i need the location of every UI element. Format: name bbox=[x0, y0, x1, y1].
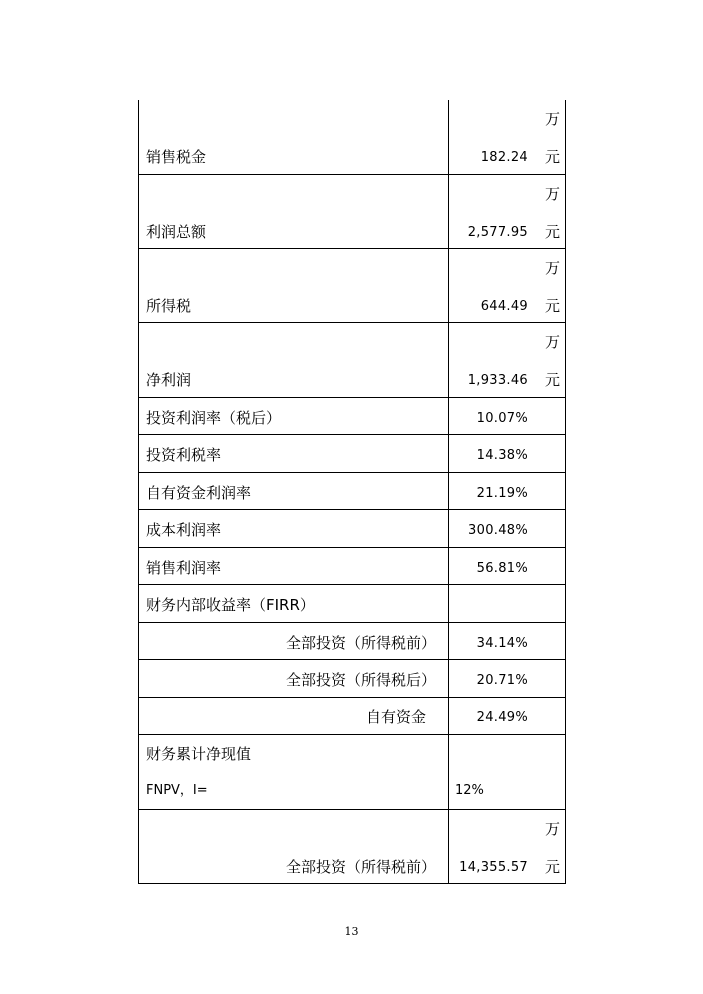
row-value: 10.07% bbox=[476, 411, 528, 426]
row-value: 56.81% bbox=[476, 561, 528, 576]
row-value: 182.24 bbox=[480, 150, 528, 165]
table-row bbox=[138, 660, 566, 698]
table-row bbox=[138, 473, 566, 510]
row-label: 全部投资（所得税后） bbox=[285, 671, 436, 689]
table-row bbox=[138, 175, 566, 249]
row-value: 2,577.95 bbox=[467, 225, 528, 240]
unit-top: 万 bbox=[544, 110, 560, 128]
table-row bbox=[138, 323, 566, 398]
firr-header: 财务内部收益率（FIRR） bbox=[146, 596, 315, 614]
table-row bbox=[138, 249, 566, 323]
row-label: 成本利润率 bbox=[146, 521, 222, 539]
table-row bbox=[138, 435, 566, 473]
row-label: 全部投资（所得税前） bbox=[285, 858, 436, 876]
table-row bbox=[138, 698, 566, 735]
fnpv-header-row bbox=[138, 735, 566, 810]
unit-bottom: 元 bbox=[544, 297, 560, 315]
row-value: 34.14% bbox=[476, 636, 528, 651]
table-row bbox=[138, 398, 566, 435]
unit-bottom: 元 bbox=[544, 148, 560, 166]
row-value: 14.38% bbox=[476, 448, 528, 463]
row-value: 644.49 bbox=[480, 299, 528, 314]
row-label: 投资利税率 bbox=[146, 446, 222, 464]
firr-header-row bbox=[138, 585, 566, 623]
row-label: 自有资金利润率 bbox=[146, 484, 252, 502]
unit-top: 万 bbox=[544, 259, 560, 277]
unit-bottom: 元 bbox=[544, 371, 560, 389]
row-label: 自有资金 bbox=[365, 708, 426, 726]
row-label: 净利润 bbox=[146, 371, 192, 389]
row-label: 所得税 bbox=[146, 297, 192, 315]
row-label: 利润总额 bbox=[146, 223, 207, 241]
row-label: 销售利润率 bbox=[146, 559, 222, 577]
row-value: 300.48% bbox=[468, 523, 528, 538]
table-row bbox=[138, 510, 566, 548]
unit-bottom: 元 bbox=[544, 223, 560, 241]
fnpv-rate: 12% bbox=[455, 783, 484, 798]
unit-top: 万 bbox=[544, 333, 560, 351]
row-value: 24.49% bbox=[476, 710, 528, 725]
fnpv-subheader: FNPV，I= bbox=[146, 783, 208, 798]
table-row bbox=[138, 100, 566, 175]
fnpv-header: 财务累计净现值 bbox=[146, 745, 252, 763]
row-value: 21.19% bbox=[476, 486, 528, 501]
unit-bottom: 元 bbox=[544, 858, 560, 876]
row-label: 投资利润率（税后） bbox=[146, 409, 282, 427]
unit-top: 万 bbox=[544, 820, 560, 838]
unit-top: 万 bbox=[544, 185, 560, 203]
row-value: 20.71% bbox=[476, 673, 528, 688]
row-value: 14,355.57 bbox=[459, 860, 528, 875]
financial-indicators-table bbox=[138, 100, 566, 884]
row-label: 销售税金 bbox=[146, 148, 207, 166]
row-label: 全部投资（所得税前） bbox=[285, 634, 436, 652]
table-row bbox=[138, 623, 566, 660]
page-number: 13 bbox=[344, 925, 359, 938]
table-row bbox=[138, 548, 566, 585]
row-value: 1,933.46 bbox=[467, 373, 528, 388]
table-row bbox=[138, 810, 566, 884]
